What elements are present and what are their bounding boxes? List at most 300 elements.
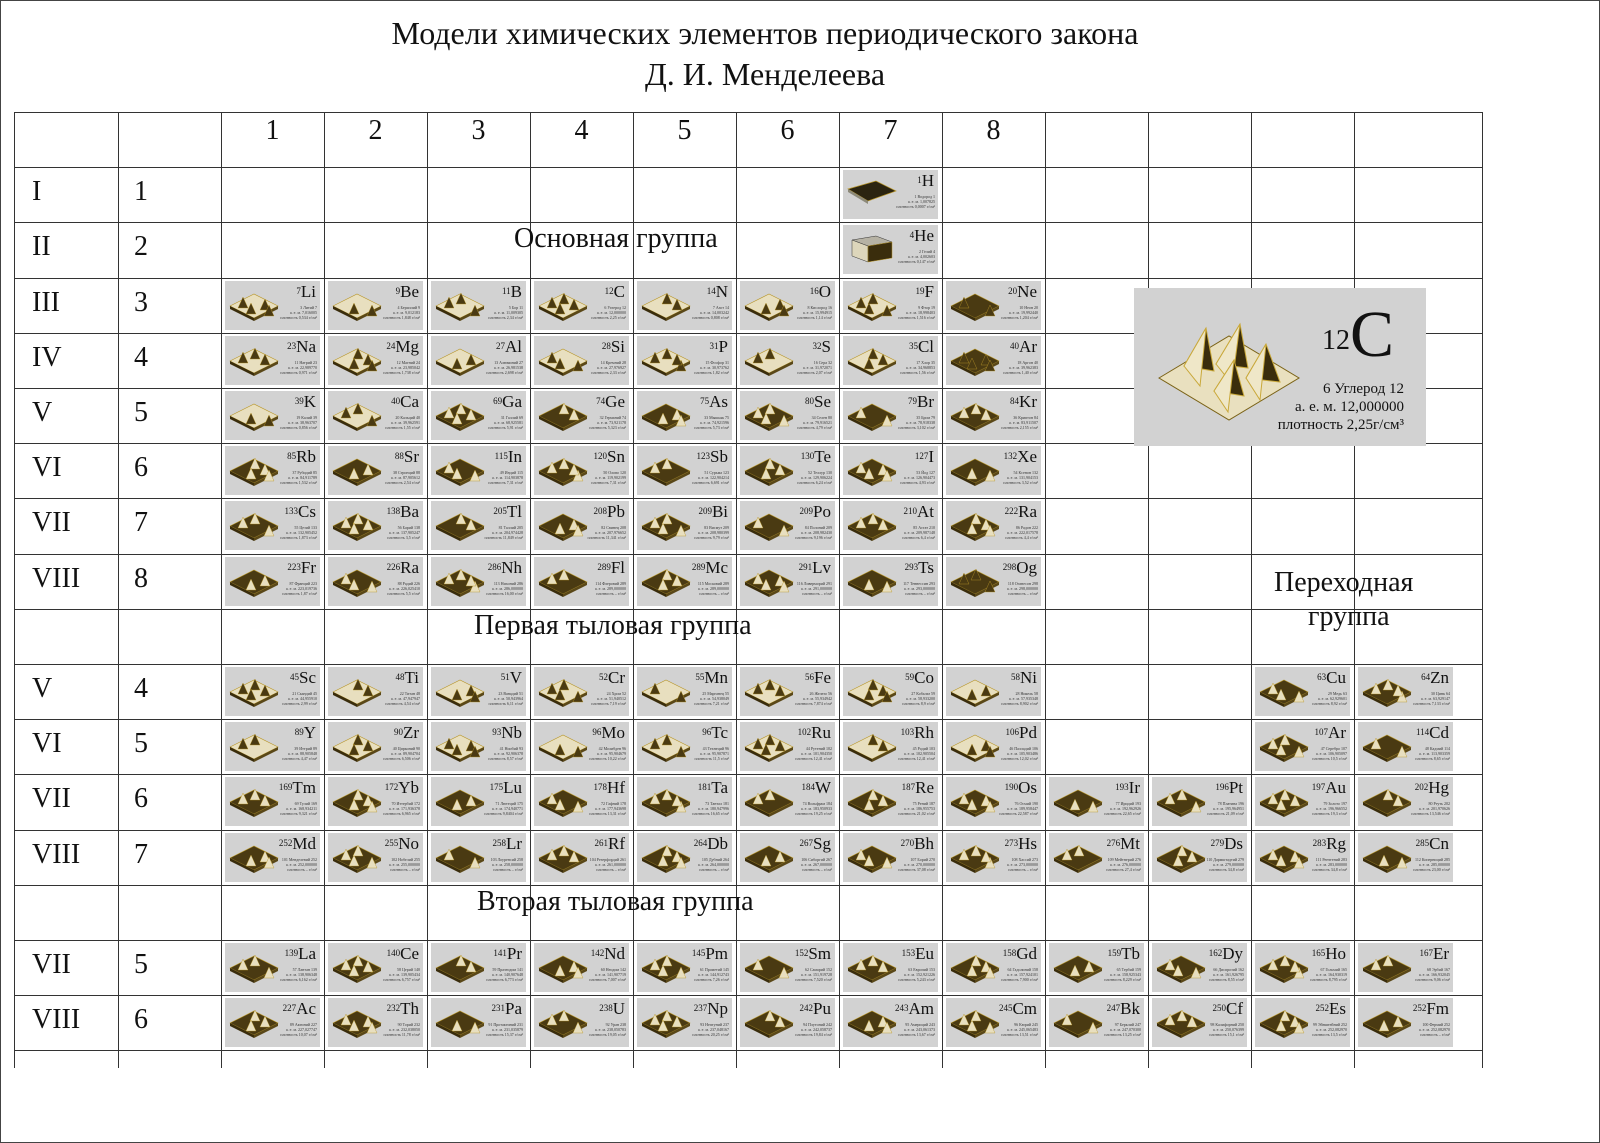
element-cell[interactable] [534, 667, 629, 716]
element-density-line: плотность 13,5 г/см³ [1312, 1032, 1347, 1037]
element-cell[interactable] [740, 777, 835, 826]
element-cell[interactable] [328, 998, 423, 1047]
element-cell[interactable] [946, 446, 1041, 495]
element-density-line: плотность 7,21 г/см³ [694, 701, 729, 706]
element-cell[interactable] [328, 667, 423, 716]
element-symbol [1108, 945, 1140, 963]
element-cell[interactable] [637, 557, 732, 606]
element-amu-line: а. е. м. 51,940512 [596, 696, 626, 701]
element-mass-number: 245 [998, 1003, 1013, 1013]
element-info [772, 470, 832, 485]
element-cell[interactable] [946, 777, 1041, 826]
element-cell[interactable] [1358, 998, 1453, 1047]
element-info [772, 1022, 832, 1037]
element-amu-line: а. е. м. 252,082970 [1418, 1027, 1450, 1032]
element-symbol [385, 835, 419, 853]
element-name-line: 54 Ксенон 132 [1013, 470, 1038, 475]
element-density-line: плотность 5,243 г/см³ [898, 977, 935, 982]
element-cell[interactable] [637, 336, 732, 385]
element-density-line: плотность 2,54 г/см³ [385, 480, 420, 485]
element-cell[interactable] [637, 998, 732, 1047]
element-cell[interactable] [946, 998, 1041, 1047]
element-symbol-text: Cr [608, 668, 625, 687]
element-symbol [1107, 1000, 1140, 1018]
element-cell[interactable] [225, 446, 320, 495]
element-cell[interactable] [1255, 833, 1350, 882]
element-cell[interactable] [946, 943, 1041, 992]
element-density-line: плотность 9,06 г/см³ [1415, 977, 1450, 982]
element-cell[interactable] [431, 336, 526, 385]
element-mass-number: 11 [501, 286, 511, 296]
element-symbol [702, 724, 728, 742]
element-cell[interactable] [534, 391, 629, 440]
element-info [978, 415, 1038, 430]
element-name-line: 98 Калифорний 250 [1210, 1022, 1244, 1027]
element-mass-number: 289 [691, 562, 706, 572]
element-cell[interactable] [328, 391, 423, 440]
period-roman-label: I [32, 176, 42, 207]
element-cell[interactable] [328, 446, 423, 495]
element-info [360, 360, 420, 375]
element-mass-number: 187 [901, 782, 916, 792]
element-cell[interactable] [534, 501, 629, 550]
element-cell[interactable] [637, 943, 732, 992]
element-cell[interactable] [946, 667, 1041, 716]
element-cell[interactable] [946, 281, 1041, 330]
element-cell[interactable] [1049, 998, 1144, 1047]
element-info [875, 1022, 935, 1037]
element-cell[interactable] [328, 833, 423, 882]
element-info [978, 305, 1038, 320]
element-cell[interactable] [843, 170, 938, 219]
element-mass-number: 285 [1415, 838, 1430, 848]
element-amu-line: а. е. м. 247,070300 [1109, 1027, 1141, 1032]
column-number-header: 5 [677, 115, 692, 146]
element-mass-number: 210 [903, 506, 917, 516]
element-cell[interactable] [946, 391, 1041, 440]
element-cell[interactable] [843, 391, 938, 440]
element-symbol-text: Be [400, 282, 419, 301]
element-symbol [916, 283, 934, 301]
element-cell[interactable] [637, 446, 732, 495]
element-symbol [915, 448, 934, 466]
element-cell[interactable] [637, 667, 732, 716]
element-cell[interactable] [534, 943, 629, 992]
element-amu-line: а. е. м. 279,000000 [1212, 862, 1244, 867]
element-symbol [1416, 724, 1449, 742]
element-cell[interactable] [843, 336, 938, 385]
element-cell[interactable] [740, 943, 835, 992]
element-amu-line: а. е. м. 4,002603 [907, 254, 935, 259]
element-cell[interactable] [843, 943, 938, 992]
element-mass-number: 96 [592, 727, 602, 737]
element-cell[interactable] [431, 501, 526, 550]
element-cell[interactable] [637, 833, 732, 882]
element-symbol-text: N [715, 282, 728, 301]
element-symbol-text: Ca [400, 392, 419, 411]
element-symbol-text: Cf [1226, 999, 1243, 1018]
element-symbol-text: Ge [605, 392, 625, 411]
element-info [360, 967, 420, 982]
element-cell[interactable] [740, 446, 835, 495]
grid-column-line [1045, 112, 1046, 1068]
element-cell[interactable] [225, 777, 320, 826]
element-symbol [602, 338, 625, 356]
element-symbol-text: Lu [503, 778, 522, 797]
element-mass-number: 55 [695, 672, 705, 682]
element-symbol-text: F [924, 282, 934, 301]
element-cell[interactable] [431, 667, 526, 716]
element-cell[interactable] [225, 501, 320, 550]
element-cell[interactable] [225, 667, 320, 716]
element-cell[interactable] [637, 722, 732, 771]
element-mass-number: 133 [284, 506, 299, 516]
element-cell[interactable] [1358, 667, 1453, 716]
grid-column-line [14, 112, 15, 1068]
element-info [875, 305, 935, 320]
element-name-line: 65 Тербий 159 [1116, 967, 1141, 972]
element-cell[interactable] [534, 557, 629, 606]
element-cell[interactable] [225, 557, 320, 606]
element-cell[interactable] [431, 943, 526, 992]
element-cell[interactable] [1255, 777, 1350, 826]
element-info [257, 967, 317, 982]
element-cell[interactable] [843, 281, 938, 330]
element-mass-number: 1 [917, 175, 922, 185]
element-info [257, 801, 317, 816]
element-amu-line: а. е. м. 73,921178 [597, 420, 626, 425]
element-cell[interactable] [328, 722, 423, 771]
element-amu-line: а. е. м. 195,964951 [1212, 806, 1244, 811]
element-cell[interactable] [225, 391, 320, 440]
element-symbol [707, 283, 728, 301]
element-name-line: 114 Флеровий 289 [595, 581, 626, 586]
element-cell[interactable] [946, 722, 1041, 771]
element-cell[interactable] [740, 833, 835, 882]
element-cell[interactable] [740, 336, 835, 385]
element-cell[interactable] [637, 501, 732, 550]
element-density-line: плотность 1,82 г/см³ [694, 370, 729, 375]
element-symbol-text: V [509, 668, 522, 687]
element-info [1081, 801, 1141, 816]
element-symbol-text: Ne [1017, 282, 1037, 301]
element-cell[interactable] [1358, 833, 1453, 882]
element-amu-line: а. е. м. 151,919728 [800, 972, 832, 977]
element-symbol-text: La [298, 944, 316, 963]
element-info [360, 857, 420, 872]
element-symbol-text: Cs [298, 502, 316, 521]
element-info [566, 525, 626, 540]
element-cell[interactable] [328, 501, 423, 550]
element-density-line: плотность 7,26 г/см³ [694, 977, 729, 982]
period-roman-label: VII [32, 507, 71, 538]
element-cell[interactable] [225, 998, 320, 1047]
element-cell[interactable] [431, 281, 526, 330]
element-symbol-text: Tb [1121, 944, 1140, 963]
element-name-line: 18 Аргон 40 [1017, 360, 1038, 365]
element-amu-line: а. е. м. 18,998403 [905, 310, 935, 315]
element-density-line: плотность 11,78 г/см³ [383, 1032, 420, 1037]
element-name-line: 11 Натрий 23 [294, 360, 317, 365]
element-symbol [385, 779, 419, 797]
element-cell[interactable] [637, 777, 732, 826]
element-name-line: 86 Радон 222 [1015, 525, 1038, 530]
element-cell[interactable] [1255, 722, 1350, 771]
element-cell[interactable] [534, 998, 629, 1047]
element-amu-line: а. е. м. 209,987148 [903, 530, 935, 535]
element-cell[interactable] [1152, 777, 1247, 826]
element-cell[interactable] [740, 722, 835, 771]
element-name-line: 21 Скандий 45 [292, 691, 317, 696]
element-cell[interactable] [225, 281, 320, 330]
element-density-line: плотность – г/см³ [596, 591, 626, 596]
element-amu-line: а. е. м. 161,926795 [1212, 972, 1244, 977]
element-cell[interactable] [740, 281, 835, 330]
element-cell[interactable] [637, 391, 732, 440]
element-cell[interactable] [1152, 833, 1247, 882]
element-cell[interactable] [946, 501, 1041, 550]
element-density-line: плотность 6,965 г/см³ [383, 811, 420, 816]
element-name-line: 8 Кислород 16 [807, 305, 832, 310]
element-cell[interactable] [843, 833, 938, 882]
element-cell[interactable] [946, 336, 1041, 385]
element-mass-number: 141 [493, 948, 507, 958]
element-amu-line: а. е. м. 22,989770 [287, 365, 317, 370]
element-density-line: плотность – г/см³ [699, 867, 729, 872]
element-cell[interactable] [431, 833, 526, 882]
element-name-line: 7 Азот 14 [712, 305, 729, 310]
element-mass-number: 205 [493, 506, 507, 516]
element-symbol-text: S [821, 337, 831, 356]
element-info [463, 691, 523, 706]
element-cell[interactable] [740, 557, 835, 606]
element-symbol [599, 1000, 625, 1018]
element-amu-line: а. е. м. 226,025410 [388, 586, 420, 591]
element-info [772, 581, 832, 596]
element-cell[interactable] [1049, 833, 1144, 882]
element-cell[interactable] [843, 722, 938, 771]
element-mass-number: 64 [1421, 672, 1431, 682]
element-density-line: плотность – г/см³ [802, 867, 832, 872]
element-density-line: плотность 8,92 г/см³ [1312, 701, 1347, 706]
grid-column-line [530, 112, 531, 1068]
grid-column-line [427, 112, 428, 1068]
element-cell[interactable] [1358, 722, 1453, 771]
element-density-line: плотность 8,9 г/см³ [902, 701, 935, 706]
element-density-line: плотность – г/см³ [1008, 591, 1038, 596]
element-info [875, 415, 935, 430]
element-info [257, 746, 317, 761]
element-amu-line: а. е. м. 84,911789 [288, 475, 317, 480]
element-amu-line: а. е. м. 258,000000 [491, 862, 523, 867]
element-symbol [490, 779, 522, 797]
element-cell[interactable] [534, 777, 629, 826]
element-cell[interactable] [843, 501, 938, 550]
element-symbol [391, 393, 419, 411]
element-info [1390, 967, 1450, 982]
element-name-line: 60 Неодим 142 [600, 967, 626, 972]
element-cell[interactable] [1255, 998, 1350, 1047]
element-amu-line: а. е. м. 87,905612 [390, 475, 420, 480]
element-cell[interactable] [843, 446, 938, 495]
element-amu-line: а. е. м. 252,000000 [285, 862, 317, 867]
element-symbol-text: Ds [1224, 834, 1243, 853]
element-symbol [1115, 779, 1140, 797]
element-amu-line: а. е. м. 264,000000 [697, 862, 729, 867]
element-cell[interactable] [740, 501, 835, 550]
element-info [875, 581, 935, 596]
element-symbol-text: Lr [505, 834, 522, 853]
element-name-line: 90 Торий 232 [397, 1022, 420, 1027]
element-name-line: 13 Алюминий 27 [494, 360, 523, 365]
element-name-line: 82 Свинец 208 [601, 525, 626, 530]
element-density-line: плотность – г/см³ [905, 591, 935, 596]
element-cell[interactable] [843, 225, 938, 274]
element-cell[interactable] [328, 943, 423, 992]
grid-row-line [14, 167, 1482, 168]
element-cell[interactable] [843, 557, 938, 606]
element-cell[interactable] [431, 777, 526, 826]
element-mass-number: 59 [905, 672, 915, 682]
grid-column-line [1148, 112, 1149, 1068]
element-cell[interactable] [328, 557, 423, 606]
element-name-line: 104 Резерфордий 261 [589, 857, 626, 862]
element-cell[interactable] [1255, 667, 1350, 716]
element-info [463, 967, 523, 982]
element-cell[interactable] [534, 833, 629, 882]
element-symbol [799, 559, 831, 577]
element-cell[interactable] [225, 722, 320, 771]
element-symbol [495, 448, 522, 466]
element-cell[interactable] [328, 281, 423, 330]
element-mass-number: 56 [805, 672, 814, 682]
element-symbol [493, 503, 522, 521]
element-mass-number: 283 [1312, 838, 1327, 848]
element-amu-line: а. е. м. 113,903359 [1419, 751, 1450, 756]
element-density-line: плотность 1,516 г/см³ [898, 315, 935, 320]
element-name-line: 88 Радий 226 [397, 581, 420, 586]
element-density-line: плотность 8,65 г/см³ [1415, 756, 1450, 761]
element-info [1390, 1022, 1450, 1037]
element-amu-line: а. е. м. 291,000000 [800, 586, 832, 591]
element-cell[interactable] [328, 777, 423, 826]
element-symbol-text: Cu [1326, 668, 1346, 687]
element-cell[interactable] [946, 557, 1041, 606]
element-cell[interactable] [431, 998, 526, 1047]
element-density-line: плотность 22,65 г/см³ [1104, 811, 1141, 816]
element-name-line: 83 Висмут 209 [704, 525, 729, 530]
element-info [566, 415, 626, 430]
element-info [875, 967, 935, 982]
element-cell[interactable] [1152, 943, 1247, 992]
element-density-line: плотность – г/см³ [1008, 867, 1038, 872]
element-density-line: плотность 15,37 г/см³ [486, 1032, 523, 1037]
row-number-label: 6 [134, 1004, 148, 1035]
element-name-line: 39 Иттрий 89 [294, 746, 317, 751]
element-symbol-text: O [818, 282, 831, 301]
element-symbol-text: No [398, 834, 419, 853]
element-cell[interactable] [740, 391, 835, 440]
element-info [360, 801, 420, 816]
element-amu-line: а. е. м. 131,904153 [1006, 475, 1038, 480]
element-cell[interactable] [534, 336, 629, 385]
element-name-line: 50 Олово 120 [603, 470, 626, 475]
element-symbol-text: Ts [918, 558, 934, 577]
element-cell[interactable] [431, 557, 526, 606]
period-roman-label: VIII [32, 839, 81, 870]
element-name-line: 27 Кобальт 59 [911, 691, 935, 696]
element-density-line: плотность 2,155 г/см³ [1001, 425, 1038, 430]
element-amu-line: а. е. м. 58,933200 [905, 696, 935, 701]
element-name-line: 68 Эрбий 167 [1427, 967, 1450, 972]
column-number-header: 2 [368, 115, 383, 146]
element-symbol [697, 448, 728, 466]
row-number-label: 1 [134, 176, 148, 207]
element-amu-line: а. е. м. 140,907648 [491, 972, 523, 977]
element-cell[interactable] [225, 943, 320, 992]
element-symbol [386, 338, 419, 356]
element-name-line: 31 Галлий 69 [500, 415, 523, 420]
element-cell[interactable] [843, 777, 938, 826]
element-cell[interactable] [1358, 943, 1453, 992]
element-mass-number: 243 [895, 1003, 909, 1013]
element-cell[interactable] [1255, 943, 1350, 992]
element-symbol [1419, 945, 1449, 963]
element-density-line: плотность 2,33 г/см³ [591, 370, 626, 375]
element-symbol [1313, 835, 1346, 853]
element-info [1390, 691, 1450, 706]
element-density-line: плотность 7,31 г/см³ [488, 480, 523, 485]
element-amu-line: а. е. м. 232,038050 [388, 1027, 420, 1032]
element-mass-number: 209 [698, 506, 712, 516]
element-symbol-text: Zn [1430, 668, 1449, 687]
element-cell[interactable] [1358, 777, 1453, 826]
element-cell[interactable] [534, 446, 629, 495]
element-mass-number: 264 [693, 838, 708, 848]
element-info [772, 525, 832, 540]
element-mass-number: 120 [593, 451, 608, 461]
element-name-line: 69 Тулий 169 [294, 801, 317, 806]
element-amu-line: а. е. м. 137,905247 [388, 530, 420, 535]
element-cell[interactable] [1152, 998, 1247, 1047]
element-info [566, 360, 626, 375]
element-cell[interactable] [431, 391, 526, 440]
element-amu-line: а. е. м. 141,907719 [594, 972, 626, 977]
element-cell[interactable] [740, 667, 835, 716]
element-name-line: 62 Самарий 152 [804, 967, 832, 972]
element-cell[interactable] [637, 281, 732, 330]
element-cell[interactable] [225, 833, 320, 882]
element-amu-line: а. е. м. 158,925343 [1109, 972, 1141, 977]
element-mass-number: 258 [492, 838, 506, 848]
element-mass-number: 123 [696, 451, 711, 461]
element-cell[interactable] [534, 281, 629, 330]
element-cell[interactable] [534, 722, 629, 771]
element-cell[interactable] [328, 336, 423, 385]
element-cell[interactable] [431, 446, 526, 495]
element-symbol-text: Rg [1326, 834, 1346, 853]
element-amu-line: а. е. м. 105,903486 [1006, 751, 1038, 756]
element-cell[interactable] [740, 998, 835, 1047]
element-symbol-text: In [507, 447, 522, 466]
element-cell[interactable] [1049, 943, 1144, 992]
element-cell[interactable] [431, 722, 526, 771]
element-cell[interactable] [843, 667, 938, 716]
element-cell[interactable] [1049, 777, 1144, 826]
element-cell[interactable] [843, 998, 938, 1047]
element-cell[interactable] [946, 833, 1041, 882]
element-cell[interactable] [225, 336, 320, 385]
